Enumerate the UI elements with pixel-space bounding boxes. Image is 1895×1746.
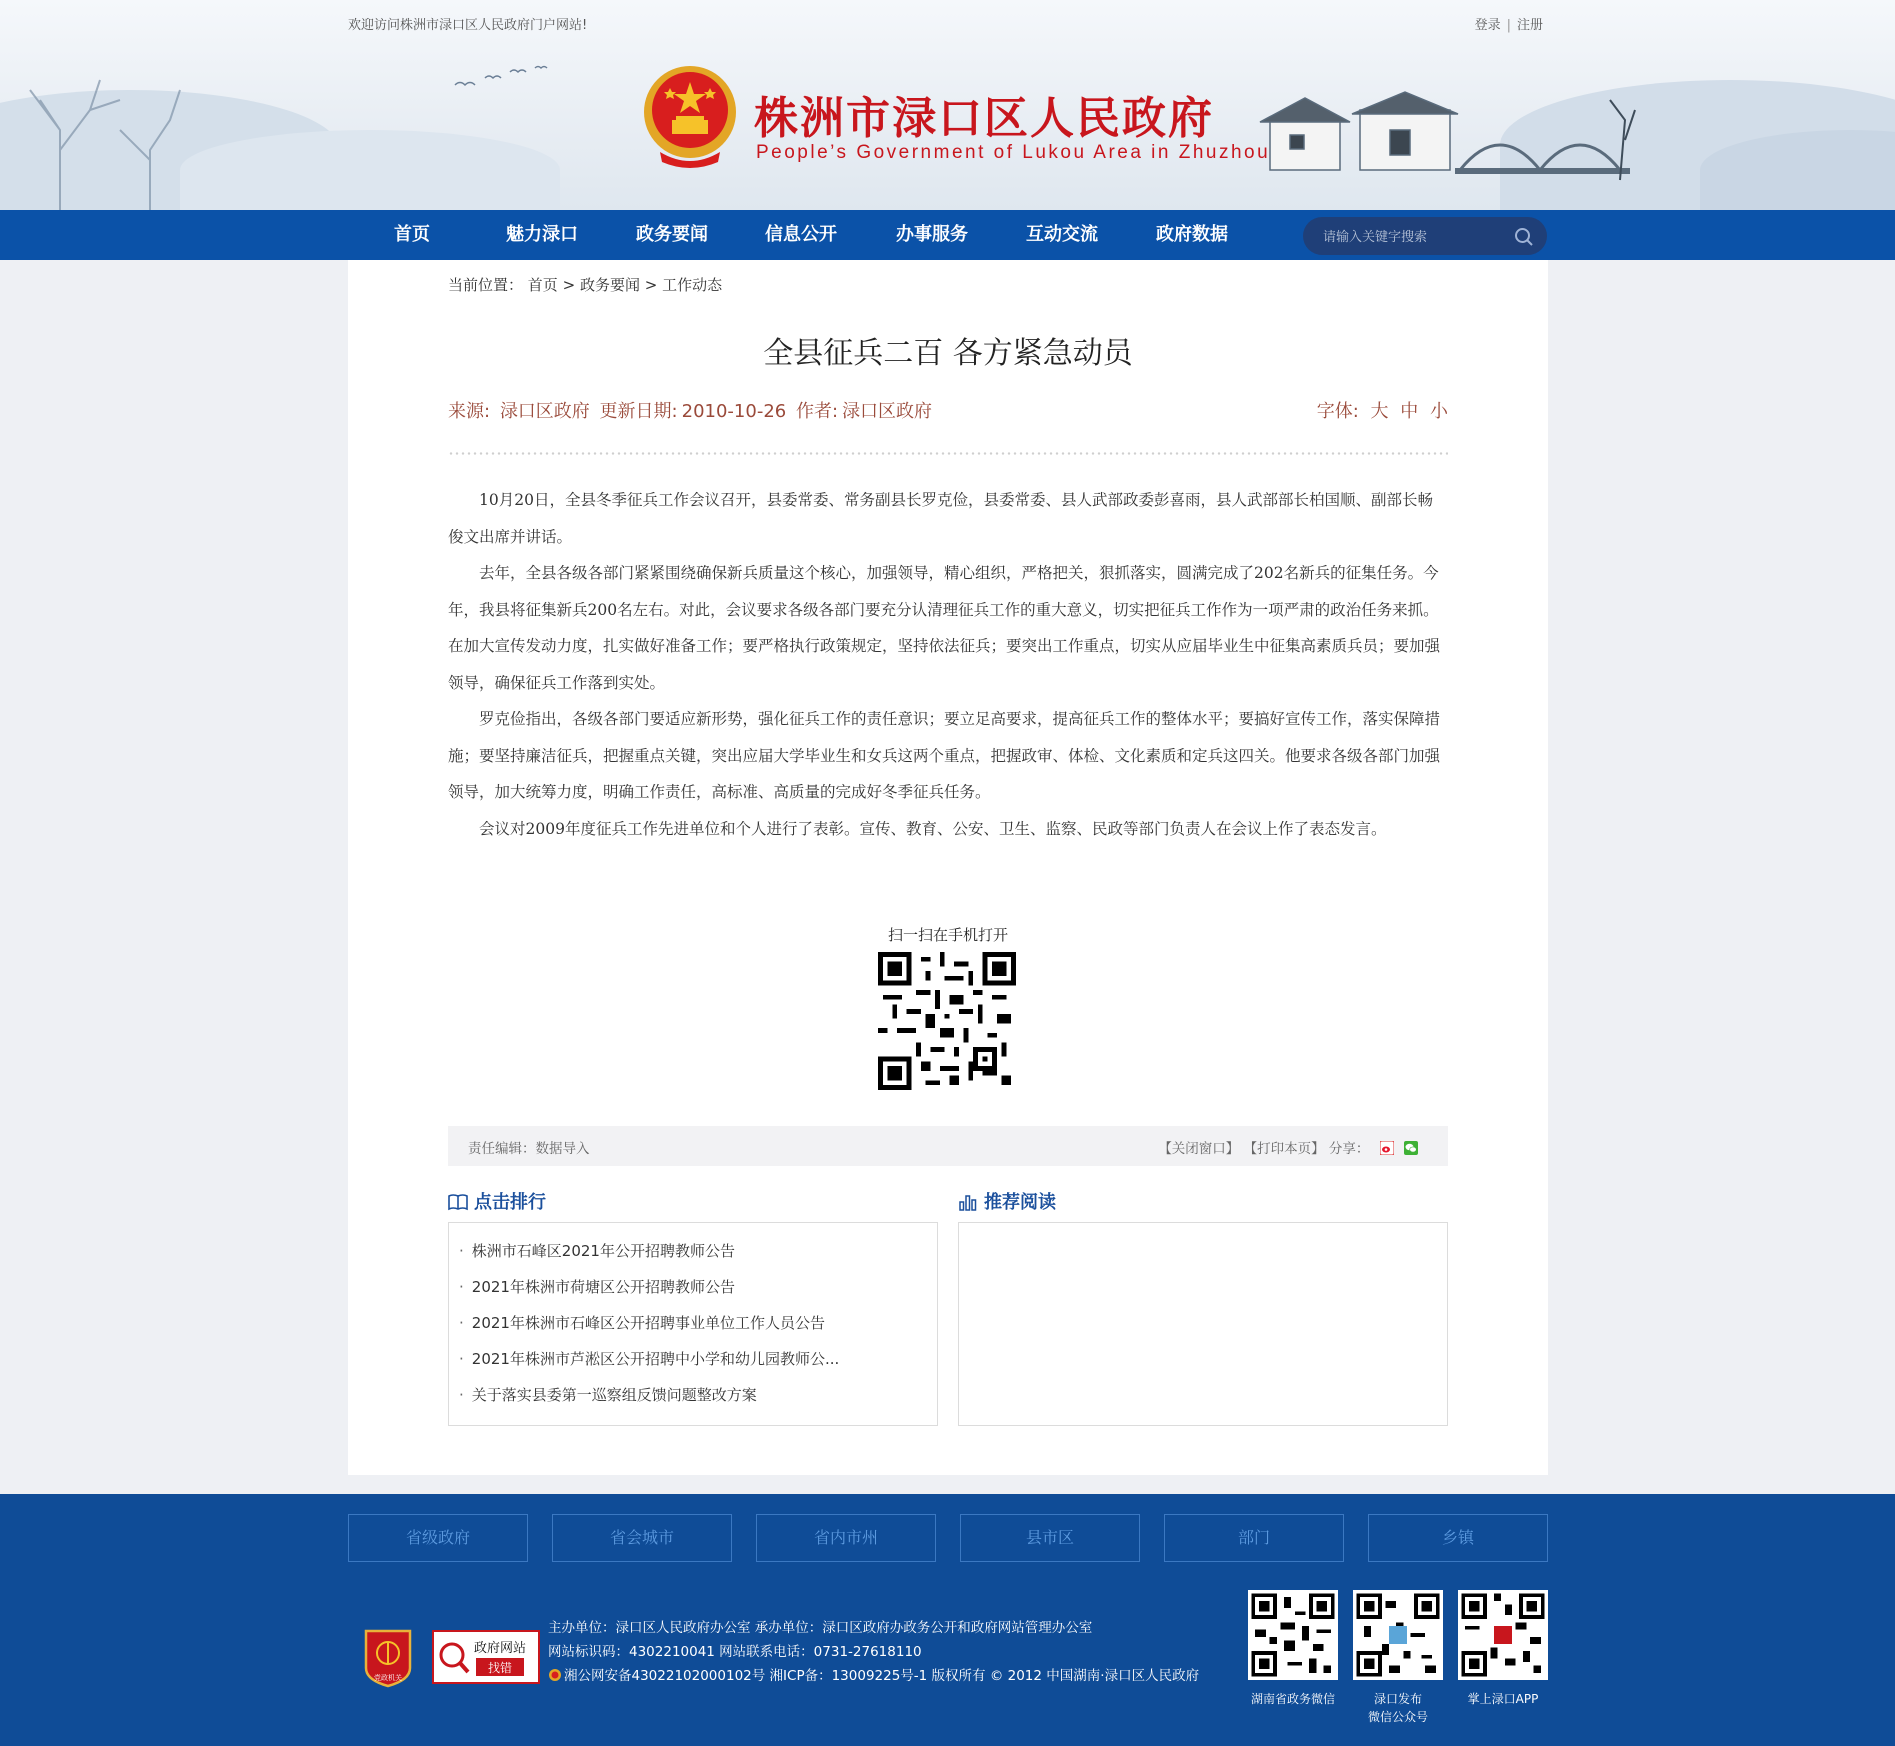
- breadcrumb: [448, 274, 722, 295]
- welcome-text: 欢迎访问株洲市渌口区人民政府门户网站!: [348, 18, 588, 33]
- police-badge-icon: [548, 1668, 562, 1682]
- search-icon[interactable]: [1513, 226, 1535, 248]
- article-paragraph: 会议对2009年度征兵工作先进单位和个人进行了表彰。宣传、教育、公安、卫生、监察、民政等部门负责人在会议上作了表态发言。: [479, 819, 1387, 838]
- editor-tools: [1158, 1137, 1418, 1157]
- source-value: 渌口区政府: [499, 401, 590, 422]
- nav-gov-news[interactable]: 政务要闻: [636, 224, 708, 245]
- search-box: [1303, 217, 1547, 255]
- bullet: ·: [459, 1350, 464, 1368]
- font-size-label: 字体:: [1316, 401, 1359, 422]
- party-gov-badge-icon[interactable]: [363, 1626, 413, 1688]
- tree-decoration: [0, 40, 300, 210]
- weibo-share-icon[interactable]: [1380, 1141, 1394, 1155]
- rank-item[interactable]: [459, 1305, 937, 1341]
- rank-item[interactable]: [459, 1233, 937, 1269]
- font-large-button[interactable]: 大: [1370, 401, 1389, 422]
- register-link[interactable]: 注册: [1516, 18, 1543, 33]
- bullet: ·: [459, 1314, 464, 1332]
- site-title-english: People’s Government of Lukou Area in Zhuzhou: [756, 142, 1271, 163]
- breadcrumb-sep: >: [644, 276, 658, 294]
- article-paragraph: 去年，全县各级各部门紧紧围绕确保新兵质量这个核心，加强领导，精心组织，严格把关，狠抓落实，圆满完成了202名新兵的征集任务。今年，我县将征集新兵200名左右。对此，会议要求各级各部门要充分认清理征兵工作的重大意义，切实把征兵工作作为一项严肃的政治任务来抓。在加大宣传发动力度，扎实做好准备工作；要严格执行政策规定，坚持依法征兵；要突出工作重点，切实从应届毕业生中征集高素质兵员；要加强领导，确保征兵工作落到实处。: [448, 564, 1441, 692]
- recommend-section-title: [958, 1188, 1056, 1214]
- site-title: 株洲市渌口区人民政府: [754, 93, 1214, 144]
- rank-title: 点击排行: [474, 1192, 546, 1213]
- qr-label-lukou-app: 掌上渌口APP: [1467, 1692, 1539, 1706]
- recommend-box: [958, 1222, 1448, 1426]
- rank-list: [449, 1223, 937, 1413]
- auth-separator: |: [1506, 18, 1511, 33]
- divider: [448, 451, 1448, 456]
- article-body: [448, 482, 1448, 847]
- source-label: 来源:: [448, 401, 491, 422]
- bullet: ·: [459, 1242, 464, 1260]
- error-report-badge[interactable]: [432, 1630, 540, 1684]
- error-badge-title: 政府网站: [473, 1641, 527, 1656]
- rank-item-label: 2021年株洲市荷塘区公开招聘教师公告: [471, 1278, 735, 1296]
- bullet: ·: [459, 1278, 464, 1296]
- nav-interaction[interactable]: 互动交流: [1026, 224, 1098, 245]
- font-small-button[interactable]: 小: [1430, 401, 1448, 422]
- article-meta: [448, 397, 936, 423]
- bar-chart-icon: [958, 1193, 978, 1211]
- nav-charm-lukou[interactable]: 魅力渌口: [506, 224, 578, 245]
- article-paragraph: 10月20日，全县冬季征兵工作会议召开，县委常委、常务副县长罗克俭，县委常委、县人武部政委彭喜雨，县人武部部长柏国顺、副部长畅俊文出席并讲话。: [448, 491, 1433, 546]
- rank-item[interactable]: [459, 1269, 937, 1305]
- editor-bar: [448, 1126, 1448, 1166]
- qr-code-icon: [878, 952, 1016, 1090]
- footer-info: [548, 1616, 1199, 1688]
- breadcrumb-label: 当前位置：: [448, 276, 524, 294]
- main-nav: [0, 210, 1895, 260]
- author-value: 渌口区政府: [842, 401, 933, 422]
- date-value: 2010-10-26: [681, 401, 787, 422]
- footer-link-capital-cities[interactable]: 省会城市: [552, 1514, 732, 1562]
- birds-decoration: [450, 60, 570, 100]
- footer-link-counties[interactable]: 县市区: [960, 1514, 1140, 1562]
- nav-home[interactable]: 首页: [394, 224, 430, 245]
- rank-item-label: 关于落实县委第一巡察组反馈问题整改方案: [471, 1386, 757, 1404]
- footer-host-line: 主办单位：渌口区人民政府办公室 承办单位：渌口区政府办政务公开和政府网站管理办公室: [548, 1620, 1093, 1636]
- content-panel: [348, 260, 1548, 1475]
- national-emblem-icon: [640, 62, 740, 174]
- qr-code-icon: [1458, 1590, 1548, 1680]
- footer-link-departments[interactable]: 部门: [1164, 1514, 1344, 1562]
- rank-item-label: 2021年株洲市芦淞区公开招聘中小学和幼儿园教师公...: [471, 1350, 840, 1368]
- editor-info: 责任编辑：数据导入: [468, 1141, 590, 1157]
- date-label: 更新日期:: [599, 401, 678, 422]
- article-paragraph: 罗克俭指出，各级各部门要适应新形势，强化征兵工作的责任意识；要立足高要求，提高征兵工作的整体水平；要搞好宣传工作，落实保障措施；要坚持廉洁征兵，把握重点关键，突出应届大学毕业生和女兵这两个重点，把握政审、体检、文化素质和定兵这四关。他要求各级各部门加强领导，加大统筹力度，明确工作责任，高标准、高质量的完成好冬季征兵任务。: [448, 710, 1441, 801]
- print-page-link[interactable]: 【打印本页】: [1243, 1141, 1325, 1157]
- footer-id-line: 网站标识码：4302210041 网站联系电话：0731-27618110: [548, 1644, 922, 1660]
- share-label: 分享：: [1328, 1141, 1370, 1157]
- footer-link-provincial-gov[interactable]: 省级政府: [348, 1514, 528, 1562]
- breadcrumb-work-updates[interactable]: 工作动态: [662, 276, 723, 294]
- error-badge-action: 找错: [487, 1661, 513, 1675]
- badge-text: 党政机关: [374, 1674, 402, 1682]
- open-book-icon: [448, 1193, 468, 1211]
- rank-box: [448, 1222, 938, 1426]
- search-input[interactable]: [1321, 217, 1505, 257]
- nav-gov-data[interactable]: 政府数据: [1156, 224, 1228, 245]
- auth-links: [1475, 14, 1543, 33]
- header-banner: [0, 0, 1895, 210]
- breadcrumb-home[interactable]: 首页: [527, 276, 558, 294]
- breadcrumb-gov-news[interactable]: 政务要闻: [579, 276, 640, 294]
- qr-label-lukou-official-account: 渌口发布 微信公众号: [1367, 1692, 1428, 1724]
- font-medium-button[interactable]: 中: [1400, 401, 1419, 422]
- qr-label-hunan-wechat: 湖南省政务微信: [1250, 1692, 1335, 1706]
- village-illustration: [1240, 90, 1640, 190]
- breadcrumb-sep: >: [562, 276, 576, 294]
- login-link[interactable]: 登录: [1474, 18, 1501, 33]
- footer-link-cities-in-province[interactable]: 省内市州: [756, 1514, 936, 1562]
- wechat-share-icon[interactable]: [1404, 1141, 1418, 1155]
- footer-icp-text: 湘公网安备43022102000102号 湘ICP备：13009225号-1 版权所有 © 2012 中国湖南·渌口区人民政府: [564, 1668, 1200, 1684]
- rank-item-label: 株洲市石峰区2021年公开招聘教师公告: [471, 1242, 735, 1260]
- footer: [0, 1494, 1895, 1746]
- close-window-link[interactable]: 【关闭窗口】: [1158, 1141, 1240, 1157]
- qr-code-icon: [1248, 1590, 1338, 1680]
- rank-item-label: 2021年株洲市石峰区公开招聘事业单位工作人员公告: [471, 1314, 825, 1332]
- nav-info-disclosure[interactable]: 信息公开: [765, 224, 837, 245]
- qr-caption: 扫一扫在手机打开: [887, 926, 1008, 944]
- rank-item[interactable]: [459, 1377, 937, 1413]
- footer-icp-line: [548, 1664, 1199, 1688]
- nav-services[interactable]: 办事服务: [896, 224, 968, 245]
- author-label: 作者:: [795, 401, 839, 422]
- rank-section-title: [448, 1188, 546, 1214]
- font-size-control: [1317, 397, 1448, 423]
- bullet: ·: [459, 1386, 464, 1404]
- article-title: 全县征兵二百 各方紧急动员: [763, 336, 1133, 371]
- qr-code-icon: [1353, 1590, 1443, 1680]
- footer-link-towns[interactable]: 乡镇: [1368, 1514, 1548, 1562]
- recommend-title: 推荐阅读: [984, 1192, 1056, 1213]
- rank-item[interactable]: [459, 1341, 937, 1377]
